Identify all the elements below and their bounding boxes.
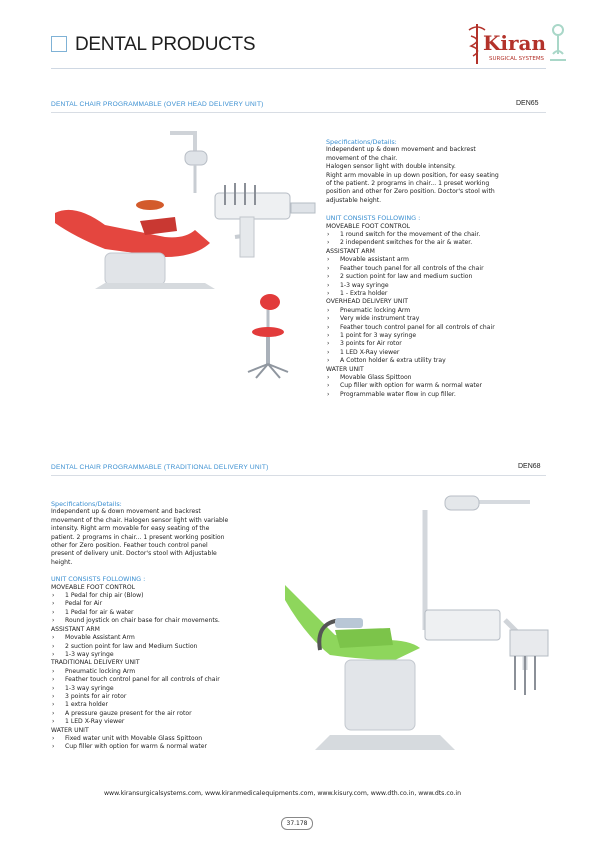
spec-line: position and other for Zero position. Doctor's stool with bbox=[326, 188, 495, 196]
page-title: DENTAL PRODUCTS bbox=[75, 34, 256, 55]
list-item: › Feather touch panel for all controls of the chair bbox=[326, 265, 551, 273]
list-item: › 1-3 way syringe bbox=[51, 651, 291, 659]
spec-line: of the patient. 2 programs in chair... 1 preset working bbox=[326, 180, 490, 188]
list-item: › A pressure gauze present for the air rotor bbox=[51, 710, 291, 718]
list-item: › Programmable water flow in cup filler. bbox=[326, 391, 551, 399]
list-item: › Pneumatic locking Arm bbox=[326, 307, 551, 315]
list-item: › 1 point for 3 way syringe bbox=[326, 332, 551, 340]
unit-title: UNIT CONSISTS FOLLOWING : bbox=[326, 214, 421, 223]
list-item: › Pneumatic locking Arm bbox=[51, 668, 291, 676]
list-item: › 1 - Extra holder bbox=[326, 290, 551, 298]
brand-logo bbox=[465, 20, 575, 68]
spec-line: Independent up & down movement and backrest bbox=[51, 508, 201, 516]
list-item: › Movable Assistant Arm bbox=[51, 634, 291, 642]
title-divider bbox=[51, 68, 546, 69]
microscope-icon bbox=[550, 25, 566, 60]
list-item: › 3 points for air rotor bbox=[51, 693, 291, 701]
dental-chair-image-den65 bbox=[45, 125, 320, 320]
svg-text:Kiran: Kiran bbox=[483, 31, 547, 55]
group-title: ASSISTANT ARM bbox=[51, 625, 100, 633]
section2-details bbox=[51, 500, 291, 752]
section1-divider bbox=[51, 112, 546, 113]
spec-line: movement of the chair. bbox=[326, 154, 398, 162]
section1-code: DEN65 bbox=[516, 100, 539, 107]
spec-line: adjustable height. bbox=[326, 196, 382, 204]
spec-line: movement of the chair. Halogen sensor light with variable bbox=[51, 516, 229, 524]
list-item: › Movable assistant arm bbox=[326, 256, 551, 264]
spec-line: other for Zero position. Feather touch control panel bbox=[51, 542, 208, 550]
spec-line: intensity. Right arm movable for easy seating of the bbox=[51, 525, 210, 533]
list-item: › 1 LED X-Ray viewer bbox=[51, 718, 291, 726]
dental-stool-image bbox=[238, 292, 298, 382]
list-item: › 1-3 way syringe bbox=[51, 685, 291, 693]
title-checkbox-icon bbox=[51, 36, 67, 52]
spec-line: patient. 2 programs in chair... 1 present working position bbox=[51, 533, 225, 541]
group-title: WATER UNIT bbox=[326, 365, 364, 373]
group-title: ASSISTANT ARM bbox=[326, 247, 375, 255]
list-item: › Feather touch control panel for all controls of chair bbox=[51, 676, 291, 684]
spec-line: height. bbox=[51, 558, 73, 566]
list-item: › 2 suction point for law and medium suction bbox=[326, 273, 551, 281]
group-title: MOVEABLE FOOT CONTROL bbox=[326, 222, 411, 230]
group-title: WATER UNIT bbox=[51, 726, 89, 734]
list-item: › Cup filler with option for warm & normal water bbox=[51, 743, 291, 751]
section1-details bbox=[326, 138, 551, 399]
list-item: › Feather touch control panel for all controls of chair bbox=[326, 324, 551, 332]
section2-divider bbox=[51, 475, 546, 476]
list-item: › 2 suction point for law and Medium Suction bbox=[51, 643, 291, 651]
list-item: › 1 round switch for the movement of the chair. bbox=[326, 231, 551, 239]
list-item: › A Cotton holder & extra utility tray bbox=[326, 357, 551, 365]
spec-line: Independent up & down movement and backrest bbox=[326, 146, 476, 154]
list-item: › Fixed water unit with Movable Glass Spittoon bbox=[51, 735, 291, 743]
spec-title: Specifications/Details: bbox=[326, 138, 397, 146]
spec-line: Halogen sensor light with double intensity. bbox=[326, 163, 456, 171]
dental-chair-image-den68 bbox=[275, 490, 550, 780]
group-title: MOVEABLE FOOT CONTROL bbox=[51, 583, 136, 591]
footer-urls: www.kiransurgicalsystems.com, www.kiranmedicalequipments.com, www.kisury.com, www.dth.co.in, www.dts.co.in bbox=[104, 790, 462, 797]
list-item: › 1 LED X-Ray viewer bbox=[326, 349, 551, 357]
list-item: › 1 Pedal for air & water bbox=[51, 609, 291, 617]
list-item: › Round joystick on chair base for chair movements. bbox=[51, 617, 291, 625]
list-item: › Pedal for Air bbox=[51, 600, 291, 608]
spec-title: Specifications/Details: bbox=[51, 500, 122, 508]
list-item: › 1 extra holder bbox=[51, 701, 291, 709]
list-item: › 3 points for Air rotor bbox=[326, 340, 551, 348]
list-item: › Cup filler with option for warm & normal water bbox=[326, 382, 551, 390]
spec-line: Right arm movable in up down position, for easy seating bbox=[326, 171, 499, 179]
list-item: › 1 Pedal for chip air (Blow) bbox=[51, 592, 291, 600]
svg-text:SURGICAL SYSTEMS: SURGICAL SYSTEMS bbox=[489, 56, 545, 62]
section2-code: DEN68 bbox=[518, 463, 541, 470]
section1-heading: DENTAL CHAIR PROGRAMMABLE (OVER HEAD DELIVERY UNIT) bbox=[51, 101, 264, 108]
list-item: › Movable Glass Spittoon bbox=[326, 374, 551, 382]
list-item: › 1-3 way syringe bbox=[326, 282, 551, 290]
spec-line: present of delivery unit. Doctor's stool with Adjustable bbox=[51, 550, 217, 558]
group-title: TRADITIONAL DELIVERY UNIT bbox=[51, 659, 140, 667]
list-item: › Very wide instrument tray bbox=[326, 315, 551, 323]
unit-title: UNIT CONSISTS FOLLOWING : bbox=[51, 575, 146, 584]
list-item: › 2 independent switches for the air & water. bbox=[326, 239, 551, 247]
group-title: OVERHEAD DELIVERY UNIT bbox=[326, 298, 408, 306]
page-number: 37.178 bbox=[281, 817, 313, 830]
section2-heading: DENTAL CHAIR PROGRAMMABLE (TRADITIONAL DELIVERY UNIT) bbox=[51, 464, 269, 471]
